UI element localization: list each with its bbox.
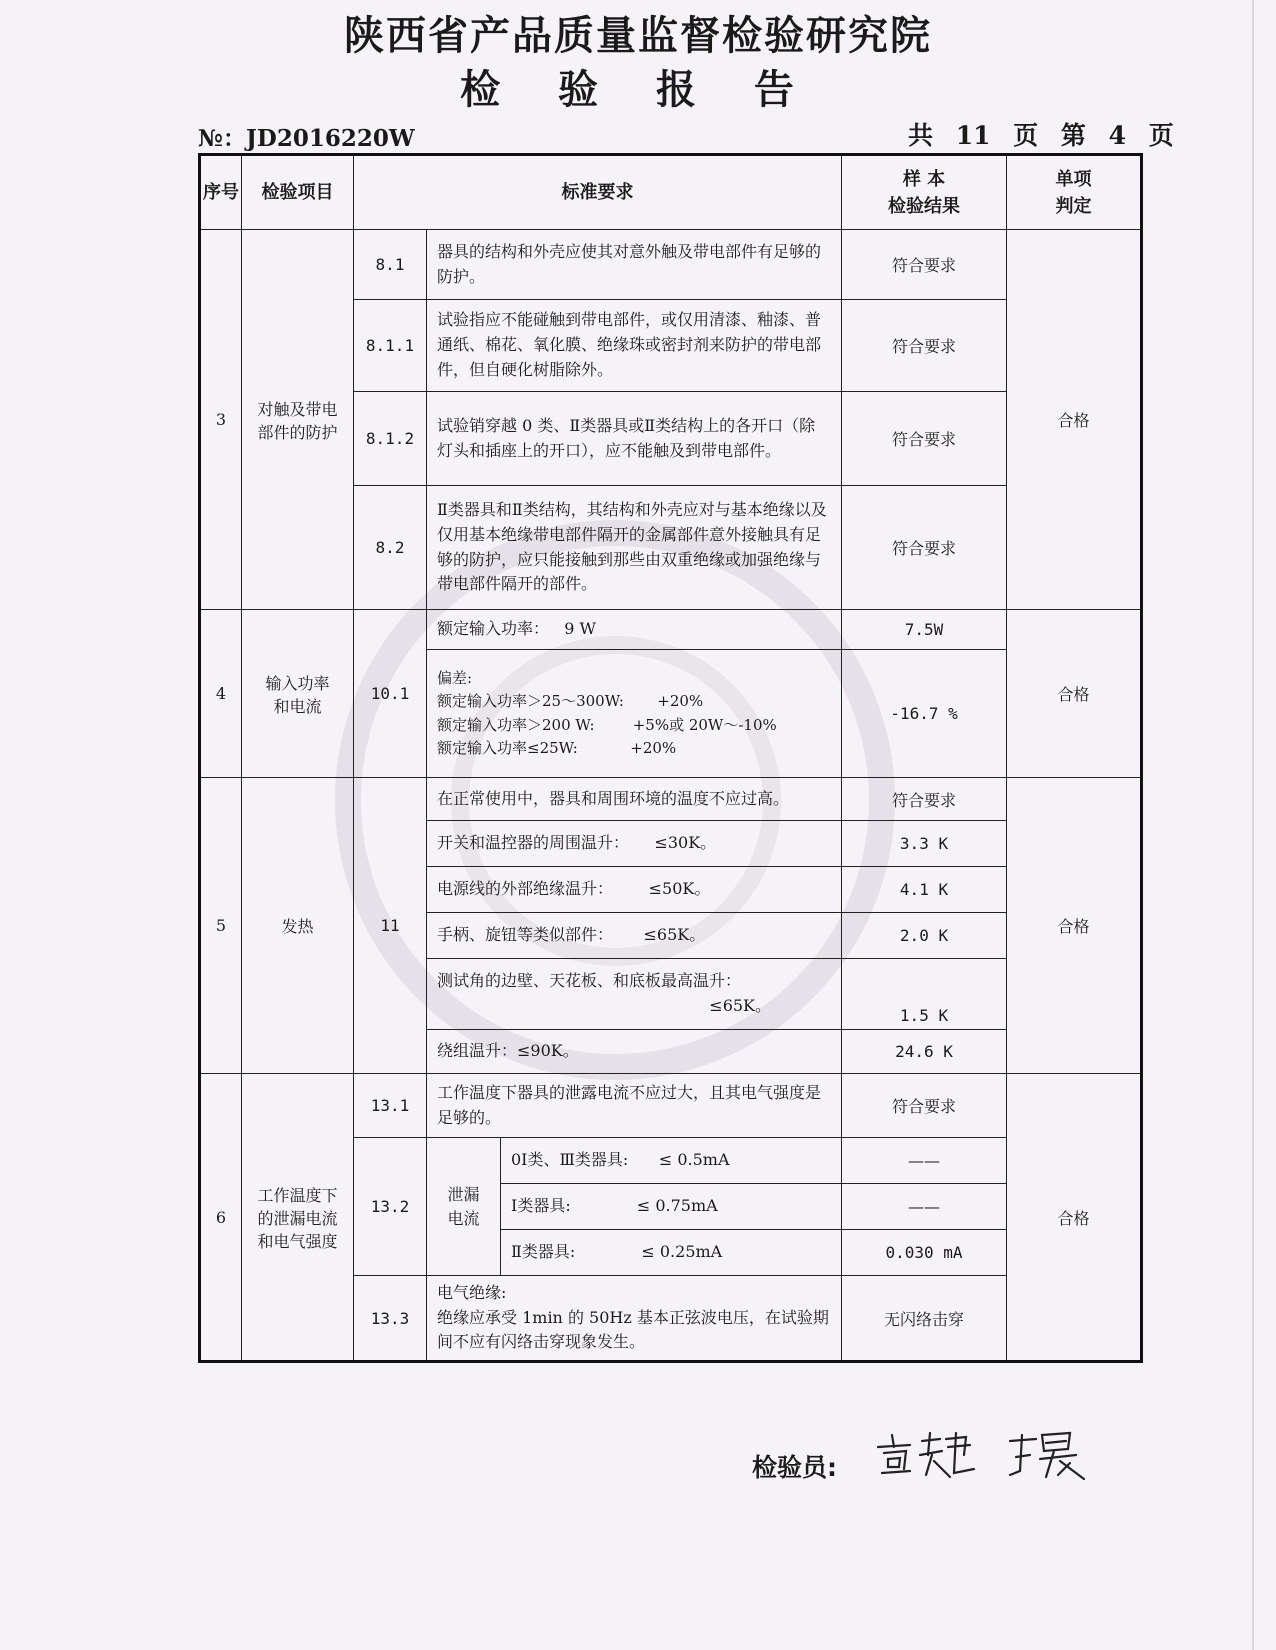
requirement-line: 电气绝缘: (437, 1282, 507, 1302)
col-item: 检验项目 (242, 155, 354, 230)
col-seq: 序号 (200, 155, 242, 230)
requirement-cell: Ⅱ类器具和Ⅱ类结构，其结构和外壳应对与基本绝缘以及仅用基本绝缘带电部件隔开的金属部件意外接触具有足够的防护，应只能接触到那些由双重绝缘或加强绝缘与带电部件隔开的部件。 (427, 486, 842, 610)
requirement-cell (427, 913, 842, 959)
result-cell: 24.6 K (842, 1030, 1007, 1074)
requirement-line: 绝缘应承受 1min 的 50Hz 基本正弦波电压，在试验期间不应有闪络击穿现象发生。 (437, 1307, 829, 1352)
requirement-cell (427, 867, 842, 913)
page-counter: 共 11 页 第 4 页 (908, 121, 1174, 150)
judgement-cell: 合格 (1007, 1074, 1142, 1362)
inspector-signature (870, 1425, 1100, 1485)
col-requirement: 标准要求 (354, 155, 842, 230)
item-cell: 输入功率 和电流 (242, 610, 354, 778)
requirement-line: 在正常使用中，器具和周围环境的温度不应过高。 (437, 788, 790, 808)
result-cell: 2.0 K (842, 913, 1007, 959)
requirement-line: 绕组温升：≤90K。 (437, 1041, 579, 1061)
result-cell: 0.030 mA (842, 1230, 1007, 1276)
table-row (200, 610, 1142, 650)
item-cell: 对触及带电 部件的防护 (242, 230, 354, 610)
result-cell: 符合要求 (842, 300, 1007, 392)
report-title: 检 验 报 告 (460, 67, 816, 113)
requirement-line: ≤65K。 (709, 996, 772, 1015)
requirement-line: 电源线的外部绝缘温升： ≤50K。 (437, 879, 711, 899)
result-cell: 4.1 K (842, 867, 1007, 913)
requirement-line: 额定输入功率＞25～300W: +20% (437, 692, 704, 711)
requirement-cell (427, 821, 842, 867)
clause-cell: 8.2 (354, 486, 427, 610)
judgement-cell: 合格 (1007, 230, 1142, 610)
requirement-cell (427, 778, 842, 821)
table-header-row (200, 155, 1142, 230)
requirement-cell: Ⅰ类器具: ≤ 0.75mA (501, 1184, 842, 1230)
col-result: 样 本 检验结果 (842, 155, 1007, 230)
requirement-cell (427, 1030, 842, 1074)
item-cell: 发热 (242, 778, 354, 1074)
requirement-line: 手柄、旋钮等类似部件： ≤65K。 (437, 925, 706, 945)
requirement-cell: 工作温度下器具的泄露电流不应过大，且其电气强度是足够的。 (427, 1074, 842, 1138)
seq-cell: 6 (200, 1074, 242, 1362)
result-cell: 无闪络击穿 (842, 1276, 1007, 1362)
clause-cell: 8.1 (354, 230, 427, 300)
requirement-line: 开关和温控器的周围温升： ≤30K。 (437, 833, 717, 853)
clause-cell: 11 (354, 778, 427, 1074)
col-judgement: 单项 判定 (1007, 155, 1142, 230)
requirement-cell: 0Ⅰ类、Ⅲ类器具: ≤ 0.5mA (501, 1138, 842, 1184)
result-cell: 符合要求 (842, 778, 1007, 821)
result-cell: 符合要求 (842, 392, 1007, 486)
judgement-cell: 合格 (1007, 778, 1142, 1074)
clause-cell: 13.1 (354, 1074, 427, 1138)
result-cell: —— (842, 1138, 1007, 1184)
requirement-line: 测试角的边壁、天花板、和底板最高温升： (437, 971, 742, 991)
requirement-cell (427, 610, 842, 650)
result-cell: 7.5W (842, 610, 1007, 650)
result-cell: -16.7 % (842, 650, 1007, 778)
clause-cell: 10.1 (354, 610, 427, 778)
result-cell: —— (842, 1184, 1007, 1230)
seq-cell: 4 (200, 610, 242, 778)
requirement-cell: 试验销穿越 0 类、Ⅱ类器具或Ⅱ类结构上的各开口（除灯头和插座上的开口），应不能触及到带电部件。 (427, 392, 842, 486)
scan-edge (1252, 0, 1254, 1650)
clause-cell: 8.1.1 (354, 300, 427, 392)
seq-cell: 3 (200, 230, 242, 610)
result-cell: 符合要求 (842, 1074, 1007, 1138)
judgement-cell: 合格 (1007, 610, 1142, 778)
clause-cell: 8.1.2 (354, 392, 427, 486)
requirement-line: 额定输入功率： 9 W (437, 619, 596, 639)
table-row (200, 1074, 1142, 1138)
result-cell: 3.3 K (842, 821, 1007, 867)
table-row (200, 230, 1142, 300)
result-cell: 符合要求 (842, 230, 1007, 300)
requirement-cell (427, 959, 842, 1030)
requirement-cell (427, 1276, 842, 1362)
requirement-line: 额定输入功率＞200 W: +5%或 20W～-10% (437, 715, 777, 734)
requirement-cell: 器具的结构和外壳应使其对意外触及带电部件有足够的防护。 (427, 230, 842, 300)
requirement-line: 额定输入功率≤25W: +20% (437, 738, 677, 757)
requirement-cell: 试验指应不能碰触到带电部件，或仅用清漆、釉漆、普通纸、棉花、氧化膜、绝缘珠或密封剂来防护的带电部件，但自硬化树脂除外。 (427, 300, 842, 392)
item-cell: 工作温度下 的泄漏电流 和电气强度 (242, 1074, 354, 1362)
organization-name: 陕西省产品质量监督检验研究院 (344, 13, 932, 59)
report-number: №：JD2016220W (198, 125, 415, 152)
clause-cell: 13.2 (354, 1138, 427, 1276)
seq-cell: 5 (200, 778, 242, 1074)
result-cell: 1.5 K (842, 959, 1007, 1030)
leakage-subheader: 泄漏 电流 (427, 1138, 501, 1276)
requirement-line: 偏差: (437, 669, 473, 687)
requirement-cell: Ⅱ类器具: ≤ 0.25mA (501, 1230, 842, 1276)
result-cell: 符合要求 (842, 486, 1007, 610)
requirement-cell (427, 650, 842, 778)
inspection-table (198, 153, 1143, 1363)
clause-cell: 13.3 (354, 1276, 427, 1362)
inspector-label: 检验员: (752, 1453, 837, 1482)
table-row (200, 778, 1142, 821)
